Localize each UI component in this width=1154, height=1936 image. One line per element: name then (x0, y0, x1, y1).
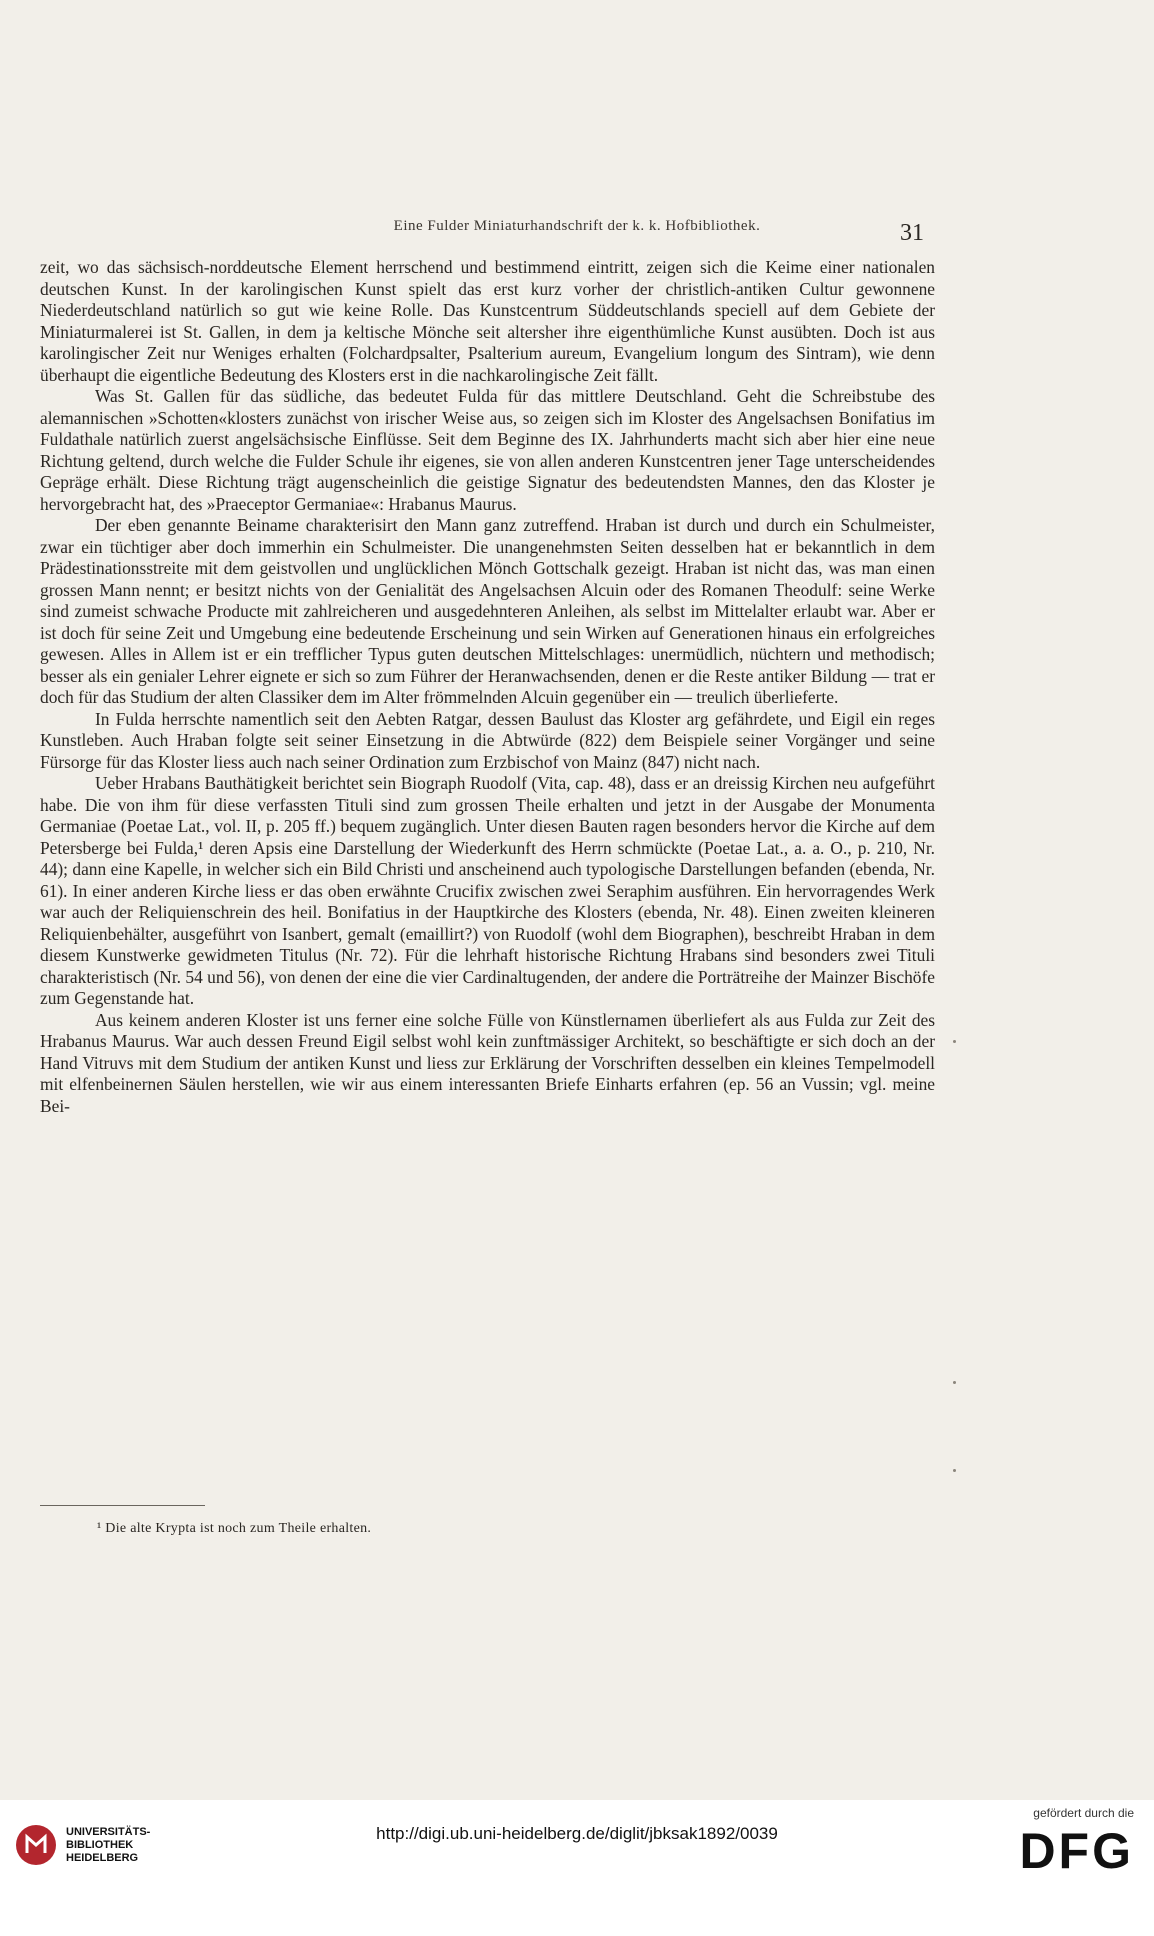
margin-mark (953, 1381, 956, 1384)
paragraph: Ueber Hrabans Bauthätigkeit berichtet sein Biograph Ruodolf (Vita, cap. 48), dass er an dreissig Kirchen neu aufgeführt habe. Die von ihm für diese verfassten Tituli sind zum grossen Theile erhalten und jetzt in der Ausgabe der Monumenta Germaniae (Poetae Lat., vol. II, p. 205 ff.) bequem zugänglich. Unter diesen Bauten ragen besonders hervor die Kirche auf dem Petersberge bei Fulda,¹ deren Apsis eine Darstellung der Wiederkunft des Herrn schmückte (Poetae Lat., a. a. O., p. 210, Nr. 44); dann eine Kapelle, in welcher sich ein Bild Christi und anscheinend auch typologische Darstellungen befanden (ebenda, Nr. 61). In einer anderen Kirche liess er das oben erwähnte Crucifix zwischen zwei Seraphim ausführen. Ein hervorragendes Werk war auch der Reliquienschrein des heil. Bonifatius in der Hauptkirche des Klosters (ebenda, Nr. 48). Einen zweiten kleineren Reliquienbehälter, ausgeführt von Isanbert, gemalt (emaillirt?) von Ruodolf (wohl dem Biographen), beschreibt Hraban in dem diesem Kunstwerke gewidmeten Titulus (Nr. 72). Für die lehrhaft historische Richtung Hrabans sind besonders zwei Tituli charakteristisch (Nr. 54 und 56), von denen der eine die vier Cardinaltugenden, der andere die Porträtreihe der Mainzer Bischöfe zum Gegenstande hat. (40, 773, 935, 1008)
paragraph: In Fulda herrschte namentlich seit den Aebten Ratgar, dessen Baulust das Kloster arg gefährdete, und Eigil ein reges Kunstleben. Auch Hraban folgte seit seiner Einsetzung in die Abtwürde (822) dem Beispiele seiner Vorgänger und seine Fürsorge für das Kloster liess auch nach seiner Ordination zum Erzbischof von Mainz (847) nicht nach. (40, 708, 935, 772)
paragraph: Aus keinem anderen Kloster ist uns ferner eine solche Fülle von Künstlernamen überliefert als aus Fulda zur Zeit des Hrabanus Maurus. War auch dessen Freund Eigil selbst wohl kein zunftmässiger Architekt, so beschäftigte er sich doch an der Hand Vitruvs mit dem Studium der antiken Kunst und liess zur Erklärung der Vorschriften desselben ein kleines Tempelmodell mit elfenbeinernen Säulen herstellen, wie wir aus einem interessanten Briefe Einharts erfahren (ep. 56 an Vussin; vgl. meine Bei- (40, 1009, 935, 1116)
margin-mark (953, 1040, 956, 1043)
dfg-logo[interactable]: DFG (1019, 1823, 1134, 1879)
page-number: 31 (900, 220, 924, 246)
footnote: ¹ Die alte Krypta ist noch zum Theile erhalten. (97, 1521, 372, 1536)
paragraph: Der eben genannte Beiname charakterisirt den Mann ganz zutreffend. Hraban ist durch und durch ein Schulmeister, zwar ein tüchtiger aber doch immerhin ein Schulmeister. Die unangenehmsten Seiten desselben hat er bekanntlich in dem Prädestinationsstreite mit dem geistvollen und unglücklichen Mönch Gottschalk gezeigt. Hraban ist nicht das, was man einen grossen Mann nennt; er besitzt nichts von der Genialität des Angelsachsen Alcuin oder des Romanen Theodulf: seine Werke sind zumeist schwache Producte mit zahlreicheren und ausgedehnteren Anleihen, als selbst im Mittelalter erlaubt war. Aber er ist doch für seine Zeit und Umgebung eine bedeutende Erscheinung und sein Wirken auf Generationen hinaus ein erfolgreiches gewesen. Alles in Allem ist er ein trefflicher Typus guten deutschen Mittelschlages: unermüdlich, nüchtern und methodisch; besser als ein genialer Lehrer eignete er sich so zum Führer der Heranwachsenden, denen er die Reste antiker Bildung — trat er doch für das Studium der alten Classiker dem im Alter frömmelnden Alcuin gegenüber ein — treulich überlieferte. (40, 515, 935, 707)
running-head: Eine Fulder Miniaturhandschrift der k. k. Hofbibliothek. (393, 218, 761, 234)
funding-note: gefördert durch die (1033, 1806, 1134, 1820)
margin-mark (953, 1469, 956, 1472)
body-text (40, 257, 935, 1117)
digitization-footer (0, 1800, 1154, 1936)
paragraph: zeit, wo das sächsisch-norddeutsche Element herrschend und bestimmend eintritt, zeigen sich die Keime einer nationalen deutschen Kunst. In der karolingischen Kunst spielt das erst kurz vorher der christlich-antiken Cultur gewonnene Niederdeutschland natürlich so gut wie keine Rolle. Das Kunstcentrum Süddeutschlands speciell auf dem Gebiete der Miniaturmalerei ist St. Gallen, in dem ja keltische Mönche seit altersher ihre eigenthümliche Kunst ausübten. Doch ist aus karolingischer Zeit nur Weniges erhalten (Folchardpsalter, Psalterium aureum, Evangelium longum des Sintram), wie denn überhaupt die eigentliche Bedeutung des Klosters erst in die nachkarolingische Zeit fällt. (40, 257, 935, 385)
funding-notice (984, 1806, 1134, 1879)
library-name-line: HEIDELBERG (66, 1852, 139, 1864)
permalink-url[interactable]: http://digi.ub.uni-heidelberg.de/diglit/jbksak1892/0039 (376, 1824, 778, 1843)
library-name-line: UNIVERSITÄTS- (66, 1826, 151, 1838)
footnote-rule (40, 1505, 205, 1506)
paragraph: Was St. Gallen für das südliche, das bedeutet Fulda für das mittlere Deutschland. Geht die Schreibstube des alemannischen »Schotten«klosters zunächst von irischer Weise aus, so zeigen sich im Kloster des Angelsachsen Bonifatius im Fuldathale natürlich zuerst angelsächsische Einflüsse. Seit dem Beginne des IX. Jahrhunderts macht sich aber hier eine neue Richtung geltend, durch welche die Fulder Schule ihr eigenes, sie von allen anderen Kunstcentren jener Tage unterscheidendes Gepräge erhält. Diese Richtung trägt augenscheinlich die geistige Signatur des bedeutendsten Mannes, den das Kloster je hervorgebracht hat, des »Praeceptor Germaniae«: Hrabanus Maurus. (40, 386, 935, 514)
library-name-line: BIBLIOTHEK (66, 1839, 134, 1851)
